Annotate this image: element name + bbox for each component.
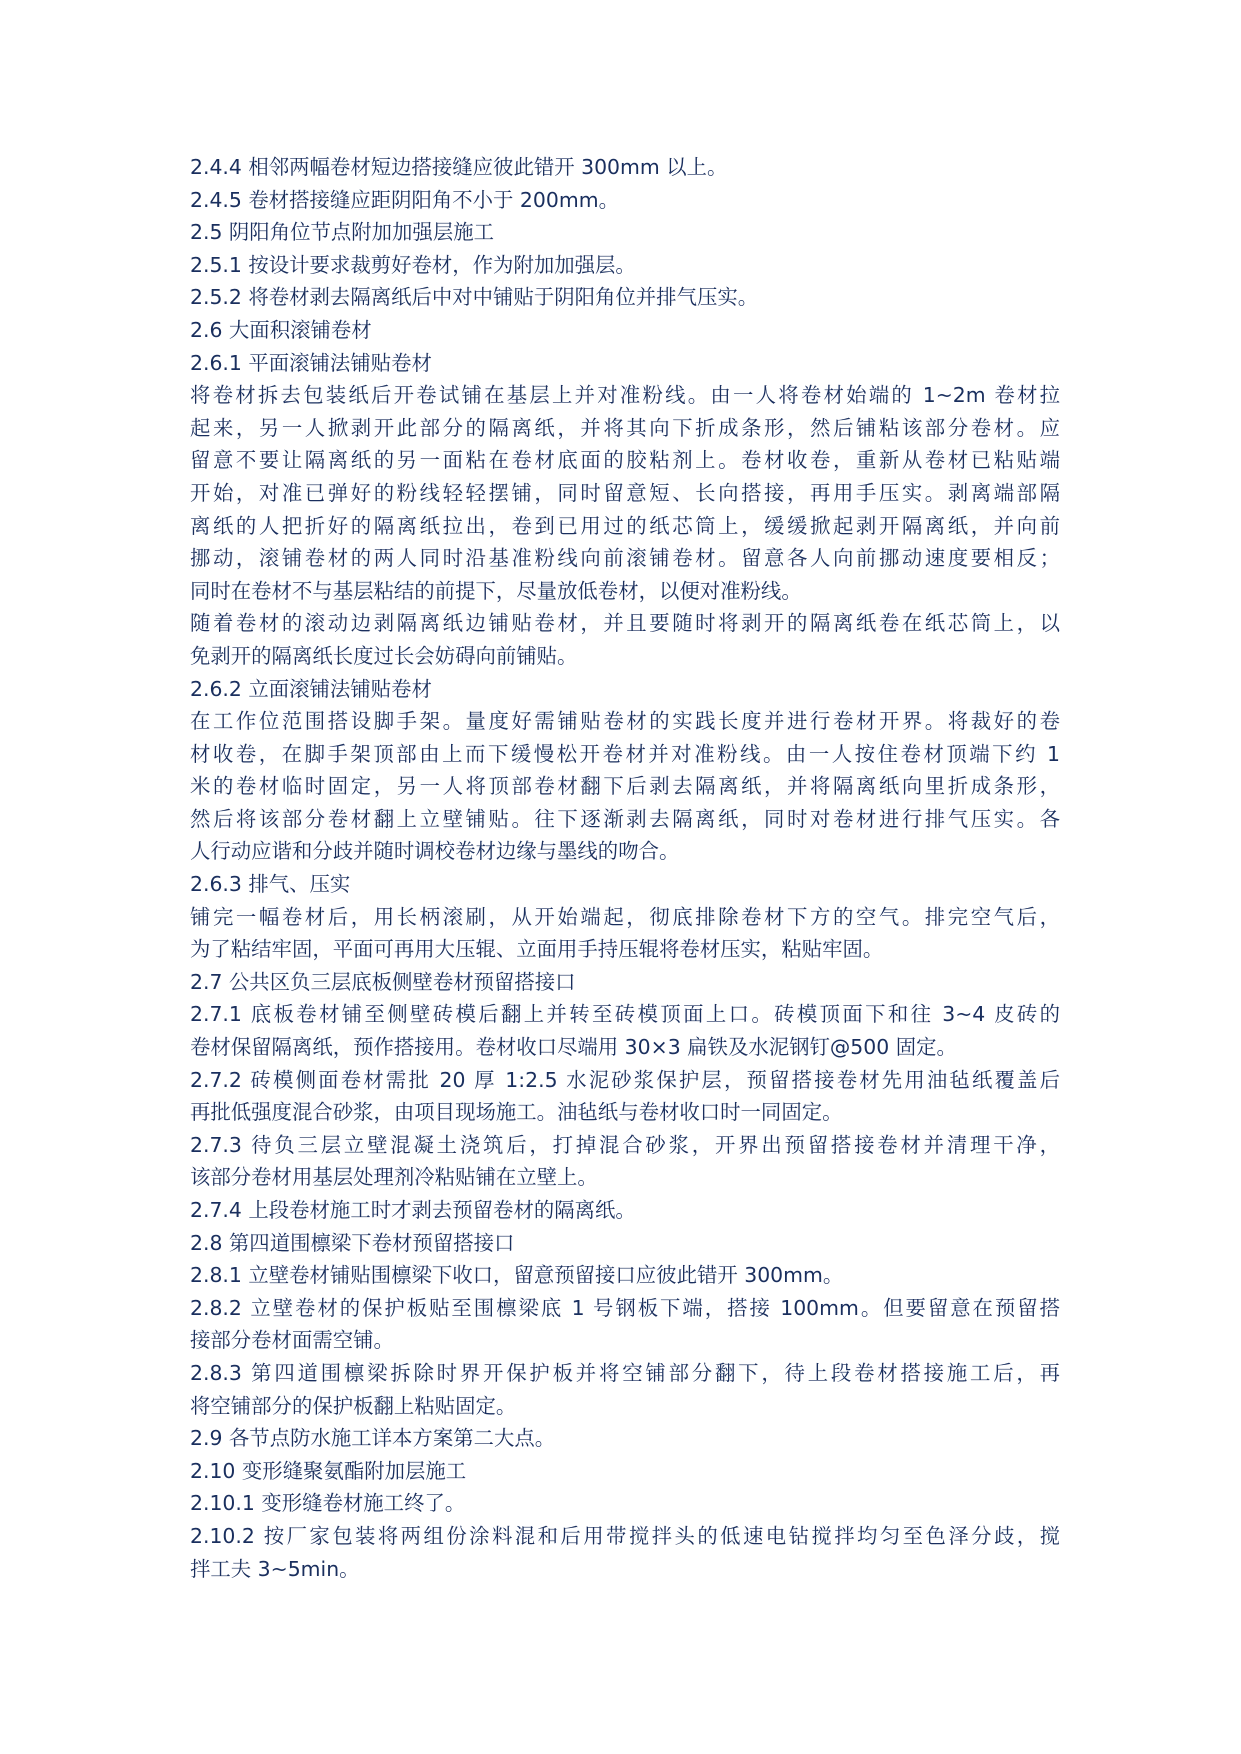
- text-line: 2.7 公共区负三层底板侧壁卷材预留搭接口: [190, 969, 576, 994]
- text-line: 开始，对准已弹好的粉线轻轻摆铺，同时留意短、长向搭接，再用手压实。剥离端部隔: [190, 480, 1060, 505]
- text-line: 2.8 第四道围檩梁下卷材预留搭接口: [190, 1230, 515, 1255]
- text-line: 2.7.2 砖模侧面卷材需批 20 厚 1:2.5 水泥砂浆保护层，预留搭接卷材先用油毡纸覆盖后: [190, 1067, 1060, 1092]
- text-line: 2.7.4 上段卷材施工时才剥去预留卷材的隔离纸。: [190, 1198, 636, 1222]
- text-line: 2.5 阴阳角位节点附加加强层施工: [190, 220, 494, 245]
- text-line: 2.10 变形缝聚氨酯附加层施工: [190, 1458, 467, 1483]
- text-line: 挪动，滚铺卷材的两人同时沿基准粉线向前滚铺卷材。留意各人向前挪动速度要相反；: [190, 546, 1060, 571]
- text-line: 将卷材拆去包装纸后开卷试铺在基层上并对准粉线。由一人将卷材始端的 1~2m 卷材拉: [190, 383, 1060, 408]
- text-line: 2.10.1 变形缝卷材施工终了。: [190, 1491, 466, 1516]
- text-line: 在工作位范围搭设脚手架。量度好需铺贴卷材的实践长度并进行卷材开界。将裁好的卷: [190, 709, 1060, 734]
- text-line: 离纸的人把折好的隔离纸拉出，卷到已用过的纸芯筒上，缓缓掀起剥开隔离纸，并向前: [190, 513, 1060, 538]
- text-line: 为了粘结牢固，平面可再用大压辊、立面用手持压辊将卷材压实，粘贴牢固。: [190, 937, 884, 962]
- text-line: 2.8.3 第四道围檩梁拆除时界开保护板并将空铺部分翻下，待上段卷材搭接施工后，再: [190, 1360, 1060, 1385]
- text-line: 卷材保留隔离纸，预作搭接用。卷材收口尽端用 30×3 扁铁及水泥钢钉@500 固定。: [190, 1035, 957, 1060]
- text-line: 同时在卷材不与基层粘结的前提下，尽量放低卷材，以便对准粉线。: [190, 578, 802, 603]
- text-line: 2.5.1 按设计要求裁剪好卷材，作为附加加强层。: [190, 252, 636, 277]
- text-line: 2.4.4 相邻两幅卷材短边搭接缝应彼此错开 300mm 以上。: [190, 155, 728, 179]
- text-line: 然后将该部分卷材翻上立壁铺贴。往下逐渐剥去隔离纸，同时对卷材进行排气压实。各: [190, 806, 1060, 831]
- text-line: 2.9 各节点防水施工详本方案第二大点。: [190, 1426, 556, 1451]
- text-line: 接部分卷材面需空铺。: [190, 1328, 394, 1353]
- text-line: 2.6.3 排气、压实: [190, 872, 351, 897]
- text-line: 留意不要让隔离纸的另一面粘在卷材底面的胶粘剂上。卷材收卷，重新从卷材已粘贴端: [190, 448, 1060, 473]
- document-body: [190, 151, 1060, 1585]
- text-line: 再批低强度混合砂浆，由项目现场施工。油毡纸与卷材收口时一同固定。: [190, 1100, 843, 1125]
- text-line: 2.6.2 立面滚铺法铺贴卷材: [190, 676, 432, 701]
- text-line: 人行动应谐和分歧并随时调校卷材边缘与墨线的吻合。: [190, 839, 680, 864]
- text-line: 2.8.2 立壁卷材的保护板贴至围檩梁底 1 号钢板下端，搭接 100mm。但要留意在预留搭: [190, 1295, 1060, 1320]
- text-line: 2.4.5 卷材搭接缝应距阴阳角不小于 200mm。: [190, 187, 619, 212]
- text-line: 随着卷材的滚动边剥隔离纸边铺贴卷材，并且要随时将剥开的隔离纸卷在纸芯筒上，以: [190, 611, 1060, 636]
- text-line: 免剥开的隔离纸长度过长会妨碍向前铺贴。: [190, 643, 578, 668]
- text-line: 该部分卷材用基层处理剂冷粘贴铺在立壁上。: [190, 1165, 598, 1190]
- text-line: 2.7.1 底板卷材铺至侧壁砖模后翻上并转至砖模顶面上口。砖模顶面下和往 3~4 皮砖的: [190, 1002, 1060, 1027]
- text-line: 米的卷材临时固定，另一人将顶部卷材翻下后剥去隔离纸，并将隔离纸向里折成条形，: [190, 774, 1060, 799]
- text-line: 2.10.2 按厂家包装将两组份涂料混和后用带搅拌头的低速电钻搅拌均匀至色泽分歧，搅: [190, 1523, 1060, 1548]
- text-line: 2.8.1 立壁卷材铺贴围檩梁下收口，留意预留接口应彼此错开 300mm。: [190, 1263, 844, 1288]
- text-line: 铺完一幅卷材后，用长柄滚刷，从开始端起，彻底排除卷材下方的空气。排完空气后，: [190, 904, 1060, 929]
- text-line: 起来，另一人掀剥开此部分的隔离纸，并将其向下折成条形，然后铺粘该部分卷材。应: [190, 415, 1060, 440]
- text-line: 拌工夫 3~5min。: [190, 1556, 360, 1581]
- text-line: 2.5.2 将卷材剥去隔离纸后中对中铺贴于阴阳角位并排气压实。: [190, 285, 759, 310]
- text-line: 2.6.1 平面滚铺法铺贴卷材: [190, 350, 432, 375]
- text-line: 2.6 大面积滚铺卷材: [190, 317, 372, 342]
- text-line: 将空铺部分的保护板翻上粘贴固定。: [190, 1393, 517, 1418]
- text-line: 2.7.3 待负三层立壁混凝土浇筑后，打掉混合砂浆，开界出预留搭接卷材并清理干净，: [190, 1132, 1060, 1157]
- text-line: 材收卷，在脚手架顶部由上而下缓慢松开卷材并对准粉线。由一人按住卷材顶端下约 1: [190, 741, 1060, 766]
